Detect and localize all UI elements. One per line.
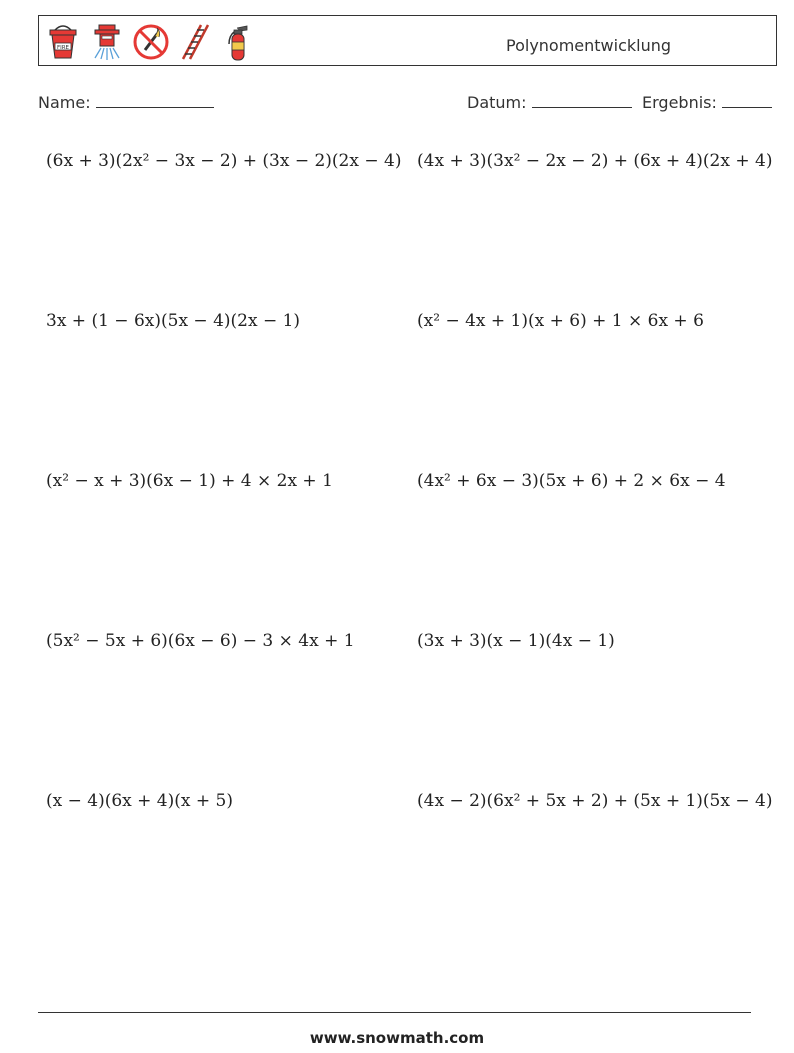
- bucket-label: FIRE: [56, 45, 70, 51]
- icon-strip: [45, 20, 257, 64]
- worksheet-title: Polynomentwicklung: [506, 36, 672, 55]
- problem-5: (x² − x + 3)(6x − 1) + 4 × 2x + 1: [46, 471, 333, 491]
- problem-1: (6x + 3)(2x² − 3x − 2) + (3x − 2)(2x − 4): [46, 151, 402, 171]
- footer-url[interactable]: www.snowmath.com: [309, 1029, 485, 1047]
- problem-10: (4x − 2)(6x² + 5x + 2) + (5x + 1)(5x − 4): [417, 791, 773, 811]
- problem-6: (4x² + 6x − 3)(5x + 6) + 2 × 6x − 4: [417, 471, 726, 491]
- problem-3: 3x + (1 − 6x)(5x − 4)(2x − 1): [46, 311, 301, 331]
- fire-hydrant-icon: [89, 22, 125, 62]
- result-field[interactable]: [642, 93, 772, 112]
- header-box: [38, 15, 777, 66]
- fire-extinguisher-icon: [221, 22, 257, 62]
- date-field[interactable]: [467, 93, 632, 112]
- name-label: Name:: [38, 93, 91, 112]
- date-label: Datum:: [467, 93, 527, 112]
- problem-8: (3x + 3)(x − 1)(4x − 1): [417, 631, 615, 651]
- problem-7: (5x² − 5x + 6)(6x − 6) − 3 × 4x + 1: [46, 631, 355, 651]
- problem-9: (x − 4)(6x + 4)(x + 5): [46, 791, 233, 811]
- fire-bucket-icon: [45, 22, 81, 62]
- name-blank[interactable]: [96, 93, 214, 108]
- footer-divider: [38, 1012, 751, 1013]
- ladder-icon: [177, 22, 213, 62]
- date-blank[interactable]: [532, 93, 632, 108]
- problem-4: (x² − 4x + 1)(x + 6) + 1 × 6x + 6: [417, 311, 704, 331]
- result-blank[interactable]: [722, 93, 772, 108]
- problem-2: (4x + 3)(3x² − 2x − 2) + (6x + 4)(2x + 4): [417, 151, 773, 171]
- name-field[interactable]: [38, 93, 214, 112]
- no-fire-icon: [133, 22, 169, 62]
- result-label: Ergebnis:: [642, 93, 717, 112]
